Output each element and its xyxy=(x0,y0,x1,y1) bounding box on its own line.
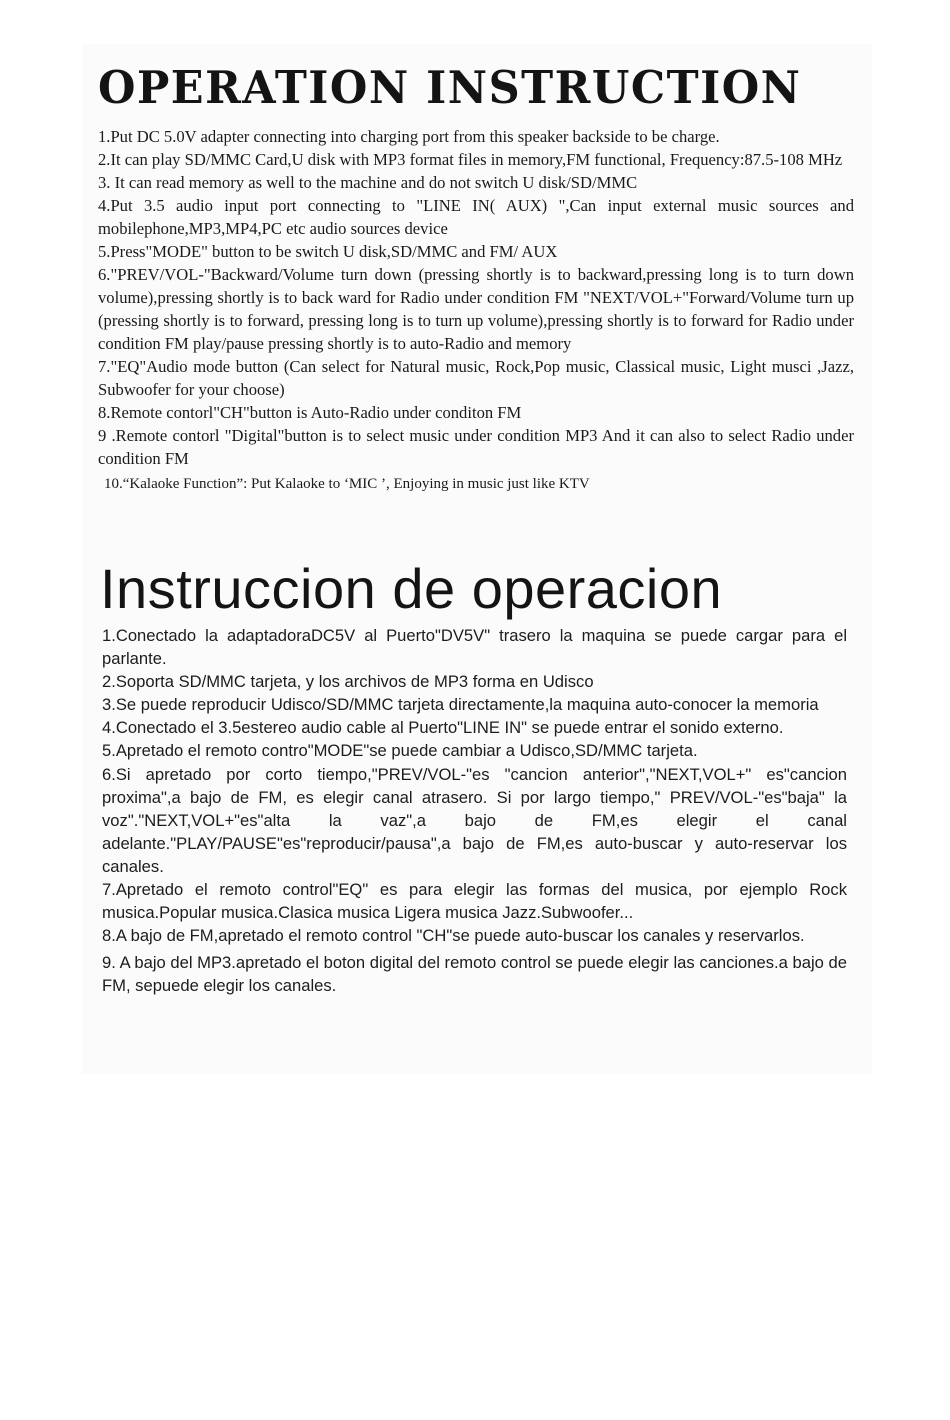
english-instruction-7: 7."EQ"Audio mode button (Can select for Natural music, Rock,Pop music, Classical music, Light musci ,Jazz, Subwoofer for your choose) xyxy=(98,357,854,399)
english-instruction-list xyxy=(98,125,854,496)
english-instruction-1: 1.Put DC 5.0V adapter connecting into charging port from this speaker backside to be charge. xyxy=(98,127,720,146)
spanish-instruction-3: 3.Se puede reproducir Udisco/SD/MMC tarjeta directamente,la maquina auto-conocer la memoria xyxy=(102,695,819,715)
spanish-instruction-1: 1.Conectado la adaptadoraDC5V al Puerto"DV5V" trasero la maquina se puede cargar para el parlante. xyxy=(102,626,847,669)
english-instruction-5: 5.Press"MODE" button to be switch U disk,SD/MMC and FM/ AUX xyxy=(98,242,558,261)
spanish-instruction-6: 6.Si apretado por corto tiempo,"PREV/VOL-"es "cancion anterior","NEXT,VOL+" es"cancion proxima",a bajo de FM, es elegir canal atrasero. Si por largo tiempo," PREV/VOL-"es"baja" la voz"."NEXT,VOL+"es"alta la vaz",a bajo de FM,es elegir el canal adelante."PLAY/PAUSE"es"reproducir/pausa",a bajo de FM,es auto-buscar y auto-reservar los canales. xyxy=(102,764,847,876)
spanish-instruction-5: 5.Apretado el remoto contro"MODE"se puede cambiar a Udisco,SD/MMC tarjeta. xyxy=(102,741,698,761)
english-instruction-9: 9 .Remote contorl "Digital"button is to select music under condition MP3 And it can also to select Radio under condition FM xyxy=(98,426,854,468)
spanish-title: Instruccion de operacion xyxy=(100,557,723,620)
english-instruction-6: 6."PREV/VOL-"Backward/Volume turn down (pressing shortly is to backward,pressing long is to turn down volume),pressing shortly is to back ward for Radio under condition FM "NEXT/VOL+"Forward/Volume turn up (pressing shortly is to forward, pressing long is to turn up volume),pressing shortly is to forward for Radio under condition FM play/pause pressing shortly is to auto-Radio and memory xyxy=(98,265,854,353)
english-instruction-2: 2.It can play SD/MMC Card,U disk with MP3 format files in memory,FM functional, Frequency:87.5-108 MHz xyxy=(98,150,843,169)
english-instruction-4: 4.Put 3.5 audio input port connecting to "LINE IN( AUX) ",Can input external music sources and mobilephone,MP3,MP4,PC etc audio sources device xyxy=(98,196,854,238)
spanish-instruction-9: 9. A bajo del MP3.apretado el boton digital del remoto control se puede elegir las canciones.a bajo de FM, sepuede elegir los canales. xyxy=(102,953,847,996)
spanish-instruction-8: 8.A bajo de FM,apretado el remoto control "CH"se puede auto-buscar los canales y reservarlos. xyxy=(102,926,805,946)
spanish-instruction-7: 7.Apretado el remoto control"EQ" es para elegir las formas del musica, por ejemplo Rock musica.Popular musica.Clasica musica Ligera musica Jazz.Subwoofer... xyxy=(102,880,847,923)
english-title: OPERATION INSTRUCTION xyxy=(98,62,802,115)
spanish-instruction-4: 4.Conectado el 3.5estereo audio cable al Puerto"LINE IN" se puede entrar el sonido externo. xyxy=(102,718,784,738)
spanish-instruction-2: 2.Soporta SD/MMC tarjeta, y los archivos de MP3 forma en Udisco xyxy=(102,672,594,692)
spanish-instruction-list xyxy=(102,624,847,998)
english-instruction-10: 10.“Kalaoke Function”: Put Kalaoke to ‘MIC ’, Enjoying in music just like KTV xyxy=(104,476,590,492)
english-instruction-3: 3. It can read memory as well to the machine and do not switch U disk/SD/MMC xyxy=(98,173,638,192)
english-instruction-8: 8.Remote contorl"CH"button is Auto-Radio under conditon FM xyxy=(98,403,522,422)
